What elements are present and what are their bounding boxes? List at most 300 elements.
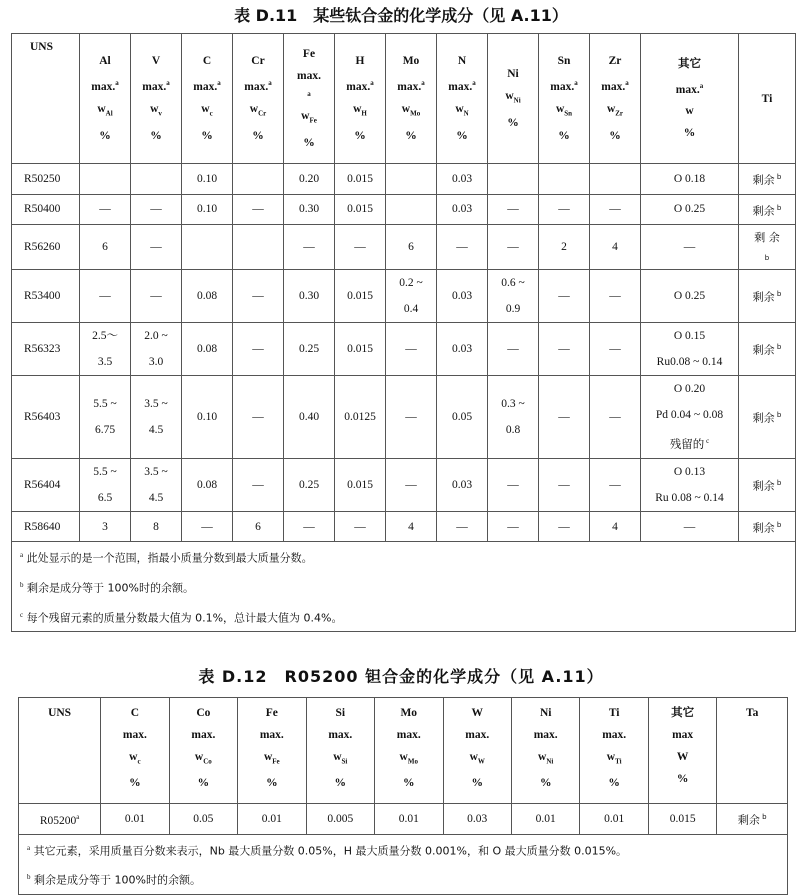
table-cell	[80, 511, 131, 542]
header-uns	[19, 698, 101, 804]
header-h-line	[335, 98, 385, 124]
cell-line: —	[252, 410, 264, 423]
table-cell	[539, 511, 590, 542]
header-v	[131, 34, 182, 164]
header-max-text: max.	[122, 729, 147, 741]
cell-line: —	[558, 203, 570, 216]
uns-cell: R05200$^a$	[19, 804, 101, 835]
header-max-text: max.	[448, 81, 473, 94]
header-sn-line	[539, 72, 589, 98]
header-element: W	[471, 707, 483, 719]
header-percent: %	[197, 777, 210, 790]
header-w-symbol: w	[194, 751, 204, 763]
header-w-symbol: w	[401, 103, 411, 116]
table-cell	[739, 322, 796, 375]
cell-line: 0.25	[298, 342, 320, 355]
table-cell	[233, 322, 284, 375]
footnote-marker-a: a	[76, 813, 80, 821]
footnote-marker-a: a	[472, 79, 476, 88]
table-cell: 0.01	[375, 804, 443, 835]
header-ta	[717, 698, 788, 804]
table-cell	[284, 269, 335, 322]
header-其它	[648, 698, 716, 804]
header-mo-line: Mo	[402, 55, 420, 68]
table-cell	[386, 322, 437, 375]
table-cell	[641, 375, 739, 458]
header-w-symbol: W	[676, 751, 689, 763]
header-element: Co	[196, 707, 211, 719]
table-cell	[641, 164, 739, 195]
remainder-text: 剩余	[752, 343, 775, 357]
footnote	[19, 864, 788, 894]
note-row	[19, 864, 788, 894]
header-max-text: max.	[533, 729, 558, 741]
cell-line: 6	[255, 520, 261, 533]
note-row	[12, 542, 796, 572]
table-cell	[488, 375, 539, 458]
cell-line: O 0.25	[673, 203, 706, 216]
header-element: UNS	[48, 707, 72, 719]
cell-line: —	[456, 520, 468, 533]
header-other-line: w	[685, 105, 694, 118]
table-cell	[386, 194, 437, 225]
table-cell	[386, 458, 437, 511]
header-w-line	[444, 746, 511, 772]
cell-line: —	[507, 478, 519, 491]
cell-line: 0.015	[347, 203, 373, 216]
header-element: Mo	[400, 707, 418, 719]
header-w-subscript: Ni	[546, 757, 554, 766]
header-w-symbol: w	[249, 103, 259, 116]
remainder-text: 剩余	[752, 411, 775, 425]
table-cell	[386, 511, 437, 542]
header-fe-line	[284, 87, 334, 105]
table-row	[12, 322, 796, 375]
header-zr	[590, 34, 641, 164]
header-cr	[233, 34, 284, 164]
cell-line: R56323	[24, 342, 61, 355]
table-cell	[437, 322, 488, 375]
cell-line: 3	[102, 520, 108, 533]
header-w-symbol: w	[353, 103, 362, 116]
footnote-marker: b	[27, 873, 31, 882]
table-cell	[335, 375, 386, 458]
header-w-subscript: c	[209, 109, 213, 118]
remainder-text: 剩余	[752, 521, 775, 535]
header-w-subscript: W	[477, 757, 485, 766]
header-mo	[375, 698, 443, 804]
table-cell	[80, 322, 131, 375]
table-cell	[739, 458, 796, 511]
cell-line: 2.5～	[92, 329, 118, 342]
table-cell	[539, 194, 590, 225]
header-element: Ni	[539, 707, 552, 719]
cell-line: O 0.18	[673, 172, 706, 185]
table-cell	[233, 225, 284, 270]
cell-line: —	[609, 410, 621, 423]
header-percent: %	[129, 777, 141, 790]
table-cell	[182, 458, 233, 511]
cell-line: 3.0	[148, 355, 164, 368]
table-cell	[488, 225, 539, 270]
header-cr-line	[233, 98, 283, 124]
cell-line: —	[456, 241, 468, 254]
table-cell: 0.03	[443, 804, 511, 835]
cell-line: 0.40	[298, 410, 320, 423]
footnote	[12, 602, 796, 632]
header-max-text: max.	[91, 81, 116, 94]
table-cell	[590, 194, 641, 225]
cell-line: R56404	[24, 478, 61, 491]
footnote-marker: b	[20, 581, 24, 590]
cell-line: 0.2 ~	[399, 276, 423, 289]
header-max-text: max.	[346, 81, 371, 94]
cell-line: 3.5	[97, 355, 113, 368]
header-ni	[511, 698, 579, 804]
footnote-marker-a: a	[115, 79, 119, 88]
cell-line: 0.08	[196, 342, 218, 355]
cell-line: 4	[408, 520, 414, 533]
table-cell	[641, 225, 739, 270]
header-w-subscript: H	[361, 109, 367, 118]
cell-line: 0.015	[347, 289, 373, 302]
table-cell	[80, 458, 131, 511]
footnote-marker-b: b	[774, 290, 782, 299]
header-w-subscript: Al	[105, 109, 113, 118]
footnote-marker-b: b	[774, 343, 782, 352]
header-fe-line: max.	[297, 70, 321, 83]
table-cell	[539, 269, 590, 322]
table-cell	[284, 322, 335, 375]
cell-line: —	[201, 520, 213, 533]
header-zr-line: %	[609, 129, 621, 142]
footnote	[12, 572, 796, 602]
note-row	[12, 572, 796, 602]
header-w-symbol: w	[555, 103, 565, 116]
cell-line: 3.5 ~	[144, 465, 168, 478]
header-max-text: max.	[193, 81, 218, 94]
table-cell	[437, 375, 488, 458]
header-w-symbol: w	[150, 103, 159, 116]
header-cr-line: Cr	[251, 55, 265, 68]
table-cell: 0.015	[648, 804, 716, 835]
header-w-subscript: Cr	[258, 109, 267, 118]
uns-cell	[12, 511, 80, 542]
header-c-line	[182, 72, 232, 98]
header-w-subscript: Sn	[564, 109, 573, 118]
table-cell	[131, 269, 182, 322]
header-ti	[580, 698, 648, 804]
header-w-subscript: Fe	[272, 757, 280, 766]
cell-line: —	[558, 478, 570, 491]
remainder-text: 剩 余	[754, 231, 780, 245]
cell-line: R50400	[24, 203, 61, 216]
cell-line: 4.5	[148, 491, 164, 504]
footnote-marker: a	[20, 551, 24, 560]
table-cell	[739, 225, 796, 270]
table-cell	[590, 375, 641, 458]
cell-line: 0.03	[451, 478, 473, 491]
footnote-marker-a: a	[625, 79, 629, 88]
header-max-text: max.	[191, 729, 216, 741]
table-d12-title: 表 D.12 R05200 钽合金的化学成分（见 A.11）	[198, 667, 604, 686]
table-cell	[80, 225, 131, 270]
header-n-line: %	[456, 129, 468, 142]
header-c-line: %	[201, 129, 213, 142]
header-n-line: N	[457, 55, 467, 68]
header-max-text: max.	[397, 81, 422, 94]
table-cell	[335, 269, 386, 322]
table-cell	[386, 164, 437, 195]
cell-line: —	[558, 342, 570, 355]
header-w	[443, 698, 511, 804]
table-cell	[488, 458, 539, 511]
header-mo-line	[386, 98, 436, 124]
table-cell: 0.01	[511, 804, 579, 835]
cell-line: 3.5 ~	[144, 397, 168, 410]
table-cell	[335, 322, 386, 375]
header-max-text: max.	[244, 81, 269, 94]
header-sn-line	[539, 98, 589, 124]
table-cell	[437, 269, 488, 322]
header-w-line	[101, 746, 168, 772]
header-w-symbol: w	[469, 751, 478, 763]
cell-line: —	[405, 342, 417, 355]
table-cell	[182, 164, 233, 195]
table-cell	[641, 322, 739, 375]
header-c-line	[182, 98, 232, 124]
table-cell	[641, 194, 739, 225]
table-cell	[335, 458, 386, 511]
cell-line: —	[99, 289, 111, 302]
table-d11-header-row	[12, 34, 796, 164]
table-cell	[335, 225, 386, 270]
footnote-marker-a: a	[370, 79, 374, 88]
table-d12-header-row	[19, 698, 788, 804]
cell-line: 0.8	[505, 423, 521, 436]
cell-line: —	[405, 410, 417, 423]
header-ni	[488, 34, 539, 164]
header-w-subscript: Ti	[615, 757, 622, 766]
table-cell	[590, 322, 641, 375]
table-row	[12, 458, 796, 511]
cell-line: —	[558, 410, 570, 423]
table-cell	[488, 322, 539, 375]
header-fe	[284, 34, 335, 164]
table-cell	[437, 458, 488, 511]
header-w-symbol: w	[538, 751, 547, 763]
table-cell	[739, 375, 796, 458]
table-cell	[641, 269, 739, 322]
header-zr-line	[590, 72, 640, 98]
header-w-subscript: Mo	[410, 109, 421, 118]
table-cell	[739, 269, 796, 322]
table-row	[12, 225, 796, 270]
cell-line: O 0.25	[673, 289, 706, 302]
header-fe-line: Fe	[302, 48, 316, 61]
cell-line: 4	[612, 520, 618, 533]
cell-line: —	[150, 241, 162, 254]
table-cell	[182, 375, 233, 458]
header-ni-line: %	[507, 116, 519, 129]
header-v-line	[131, 72, 181, 98]
footnote-marker-a: a	[699, 81, 704, 90]
footnote-marker-b: b	[774, 478, 782, 487]
cell-line: 0.30	[298, 203, 320, 216]
header-w-subscript: Mo	[407, 757, 418, 766]
header-al-line: Al	[99, 55, 111, 68]
uns-cell	[12, 225, 80, 270]
table-row	[19, 804, 788, 835]
header-w-line	[649, 746, 716, 768]
cell-line: —	[609, 289, 621, 302]
header-percent: %	[471, 777, 483, 790]
table-cell: 0.01	[101, 804, 169, 835]
table-d11-title: 表 D.11 某些钛合金的化学成分（见 A.11）	[234, 6, 568, 25]
header-c	[101, 698, 169, 804]
cell-line: 0.08	[196, 478, 218, 491]
table-cell	[539, 164, 590, 195]
table-cell	[386, 225, 437, 270]
cell-line: 0.10	[196, 203, 218, 216]
header-w-subscript: Si	[341, 757, 348, 766]
uns-cell	[12, 164, 80, 195]
table-row	[12, 194, 796, 225]
footnote-text: 每个残留元素的质量分数最大值为 0.1%，总计最大值为 0.4%。	[23, 611, 343, 625]
header-percent: %	[266, 777, 278, 790]
remainder-text: 剩余	[752, 204, 775, 218]
table-cell	[386, 375, 437, 458]
cell-line: —	[252, 203, 264, 216]
table-cell	[131, 194, 182, 225]
footnote-text: 此处显示的是一个范围，指最小质量分数到最大质量分数。	[23, 552, 313, 566]
header-max-text: max.	[142, 81, 167, 94]
header-other-line: %	[683, 127, 696, 140]
header-mo-line	[386, 72, 436, 98]
note-row	[12, 602, 796, 632]
table-cell	[233, 194, 284, 225]
cell-line: O 0.13	[673, 465, 706, 478]
table-cell	[539, 225, 590, 270]
table-cell	[80, 269, 131, 322]
header-percent: %	[403, 777, 415, 790]
footnote-marker-a: a	[166, 79, 170, 88]
remainder-text: 剩余	[737, 813, 760, 827]
header-w-subscript: Ni	[513, 96, 521, 105]
header-other-line: 其它	[678, 57, 701, 70]
cell-line: 4	[612, 241, 618, 254]
footnote-text: 剩余是成分等于 100%时的余额。	[23, 581, 194, 595]
table-cell: 0.005	[306, 804, 374, 835]
header-mo-line: %	[405, 129, 417, 142]
cell-line: —	[150, 203, 162, 216]
remainder-text: 剩余	[752, 173, 775, 187]
table-cell	[131, 375, 182, 458]
cell-line: —	[558, 289, 570, 302]
cell-line: 6.5	[97, 491, 113, 504]
header-sn-line: Sn	[557, 55, 571, 68]
header-w-symbol: w	[606, 103, 616, 116]
header-sn	[539, 34, 590, 164]
header-max-text: max.	[550, 81, 575, 94]
header-element: Ti	[608, 707, 620, 719]
table-cell	[386, 269, 437, 322]
header-other-line	[641, 75, 738, 101]
header-w-line	[170, 746, 237, 772]
cell-line: 0.30	[298, 289, 320, 302]
footnote-text: 其它元素，采用质量百分数来表示，Nb 最大质量分数 0.05%，H 最大质量分数 0.001%，和 O 最大质量分数 0.015%。	[30, 844, 628, 858]
footnote-marker: c	[20, 610, 24, 619]
table-cell	[739, 194, 796, 225]
cell-line: —	[507, 520, 519, 533]
cell-line: 0.4	[403, 302, 419, 315]
cell-line: 0.6 ~	[501, 276, 525, 289]
table-cell	[590, 458, 641, 511]
note-row	[19, 834, 788, 864]
footnote-marker-b: b	[774, 411, 782, 420]
cell-line: Ru0.08 ~ 0.14	[656, 355, 723, 368]
cell-line: 0.05	[451, 410, 473, 423]
header-max-text: max	[672, 729, 694, 741]
footnote-marker-b	[739, 251, 795, 269]
header-max-text: max.	[396, 729, 421, 741]
header-cr-line: %	[252, 129, 264, 142]
table-cell	[284, 164, 335, 195]
header-v-line: V	[151, 55, 161, 68]
table-cell	[284, 225, 335, 270]
header-w-symbol: w	[201, 103, 210, 116]
table-cell	[739, 164, 796, 195]
table-cell	[182, 225, 233, 270]
cell-line: —	[354, 520, 366, 533]
table-cell	[284, 194, 335, 225]
footnote-marker-b: b	[764, 254, 770, 263]
cell-line: 0.10	[196, 172, 218, 185]
table-cell: 0.05	[169, 804, 237, 835]
cell-line: R58640	[24, 520, 61, 533]
table-row	[12, 511, 796, 542]
table-cell	[182, 194, 233, 225]
table-cell: 0.01	[580, 804, 648, 835]
cell-line: 0.3 ~	[501, 397, 525, 410]
header-w-subscript: N	[463, 109, 469, 118]
header-al-line	[80, 72, 130, 98]
header-ni-line: Ni	[507, 68, 519, 81]
header-w-subscript: v	[158, 109, 162, 118]
footnote-marker-b: b	[774, 173, 782, 181]
table-row	[12, 269, 796, 322]
table-cell	[739, 511, 796, 542]
header-max-text: max.	[465, 729, 490, 741]
table-cell	[335, 194, 386, 225]
cell-line: —	[252, 478, 264, 491]
header-w-line	[307, 746, 374, 772]
header-fe-line	[284, 105, 334, 131]
footnote	[12, 542, 796, 572]
header-h-line	[335, 72, 385, 98]
header-w-symbol: w	[333, 751, 342, 763]
remainder-text: 剩余	[752, 479, 775, 493]
table-cell	[131, 225, 182, 270]
header-c	[182, 34, 233, 164]
cell-line: 6	[102, 241, 108, 254]
table-cell	[80, 375, 131, 458]
footnote-text: 剩余是成分等于 100%时的余额。	[30, 874, 201, 888]
header-v-line: %	[150, 129, 162, 142]
table-cell: 0.01	[238, 804, 306, 835]
cell-line: 0.25	[298, 478, 320, 491]
header-v-line	[131, 98, 181, 124]
